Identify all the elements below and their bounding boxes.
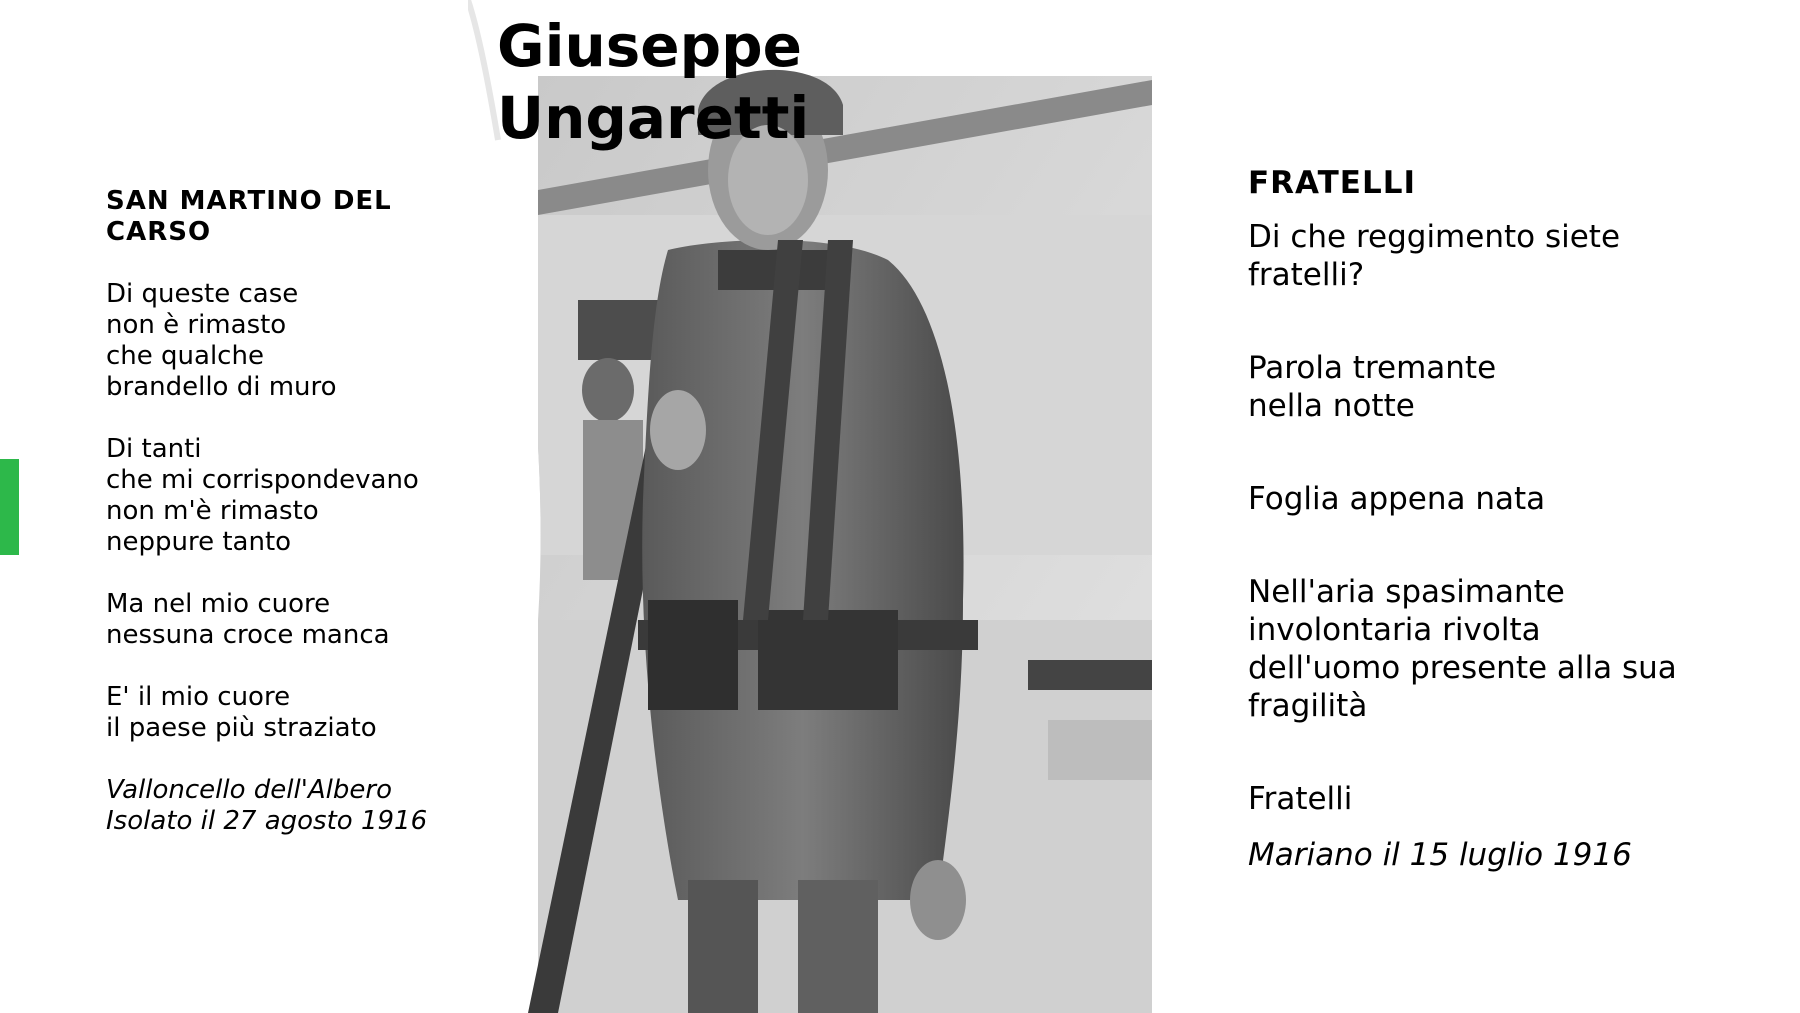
poem-line: Di che reggimento siete (1248, 219, 1621, 255)
stanza (1248, 218, 1718, 294)
stanza (1248, 349, 1718, 425)
stanza (1248, 480, 1718, 518)
poem-line: dell'uomo presente alla sua (1248, 650, 1677, 686)
poem-line: non è rimasto (106, 310, 287, 340)
poem-line: nella notte (1248, 388, 1415, 424)
poem-san-martino (106, 186, 496, 837)
stanza (1248, 573, 1718, 725)
poem-line: neppure tanto (106, 527, 292, 557)
poem-line: che mi corrispondevano (106, 465, 419, 495)
poem-line: il paese più straziato (106, 713, 377, 743)
poem-fratelli (1248, 164, 1718, 874)
poem-title: SAN MARTINO DEL CARSO (106, 186, 392, 247)
slide-title: Giuseppe Ungaretti (497, 12, 810, 152)
poem-line: Ma nel mio cuore (106, 589, 331, 619)
poem-title: FRATELLI (1248, 165, 1416, 201)
stanza (106, 589, 496, 651)
poem-line: non m'è rimasto (106, 496, 319, 526)
stanza (106, 682, 496, 744)
poem-place: Valloncello dell'Albero (106, 775, 392, 805)
poem-line: brandello di muro (106, 372, 337, 402)
green-side-marker (0, 459, 19, 555)
poem-line: fratelli? (1248, 257, 1365, 293)
poem-line: Parola tremante (1248, 350, 1497, 386)
stanza (1248, 780, 1718, 818)
poem-line: Nell'aria spasimante (1248, 574, 1565, 610)
poem-line: Di queste case (106, 279, 299, 309)
poem-line: involontaria rivolta (1248, 612, 1541, 648)
poem-line: Di tanti (106, 434, 202, 464)
poem-line: Fratelli (1248, 781, 1353, 817)
poem-line: E' il mio cuore (106, 682, 291, 712)
poem-place-date (106, 775, 496, 837)
poem-line: che qualche (106, 341, 264, 371)
poem-date: Isolato il 27 agosto 1916 (106, 806, 428, 836)
poem-line: fragilità (1248, 688, 1368, 724)
poem-line: Foglia appena nata (1248, 481, 1546, 517)
poem-line: nessuna croce manca (106, 620, 390, 650)
poem-place-date: Mariano il 15 luglio 1916 (1248, 837, 1632, 873)
stanza (106, 434, 496, 558)
stanza (106, 279, 496, 403)
